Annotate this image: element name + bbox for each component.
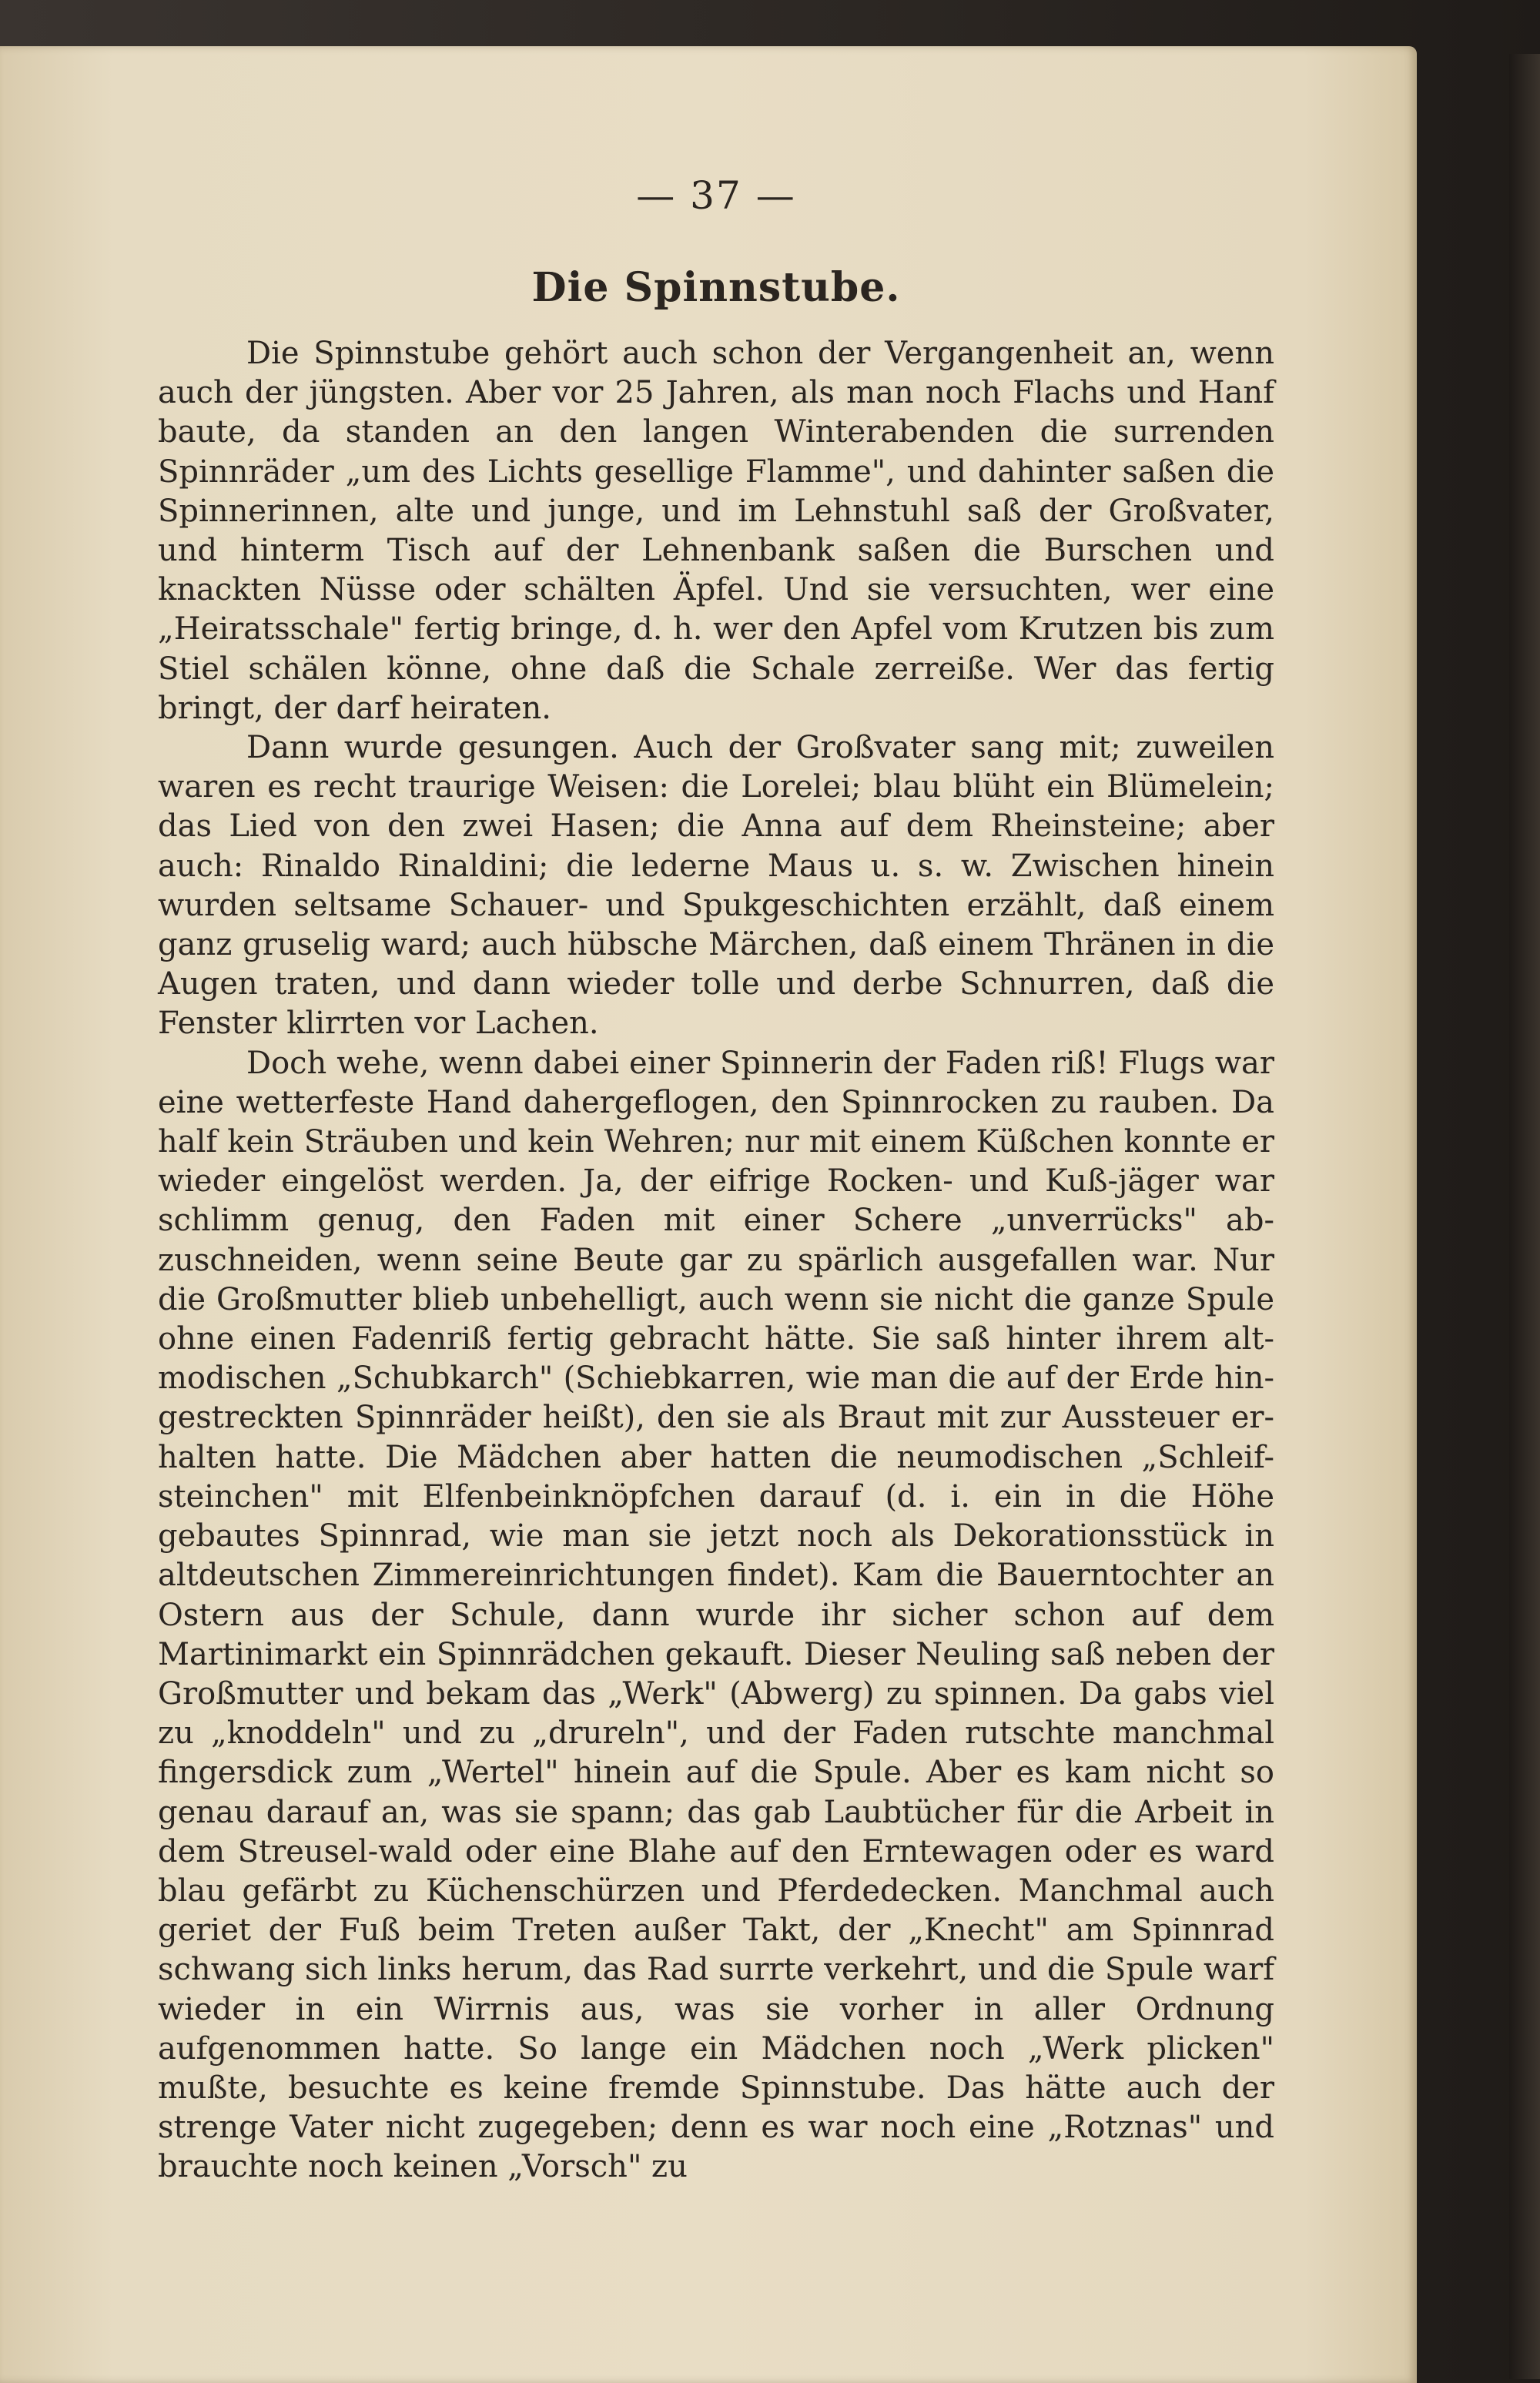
page-number: — 37 —	[636, 173, 796, 218]
page-edge	[1509, 54, 1540, 2379]
paragraph: Dann wurde gesungen. Auch der Großvater sang mit; zuweilen waren es recht traurige Weisen: die Lorelei; blau blüht ein Blümelein; das Lied von den zwei Hasen; die Anna auf dem Rheinsteine; aber auch: Rinaldo Rinaldini; die lederne Maus u. s. w. Zwischen hinein wurden seltsame Schauer- und Spukgeschichten erzählt, daß einem ganz gruselig ward; auch hübsche Märchen, daß einem Thränen in die Augen traten, und dann wieder tolle und derbe Schnurren, daß die Fenster klirrten vor Lachen.	[158, 730, 1274, 1042]
paragraph: Die Spinnstube gehört auch schon der Vergangenheit an, wenn auch der jüngsten. Aber vor 25 Jahren, als man noch Flachs und Hanf baute, da standen an den langen Winterabenden die surrenden Spinnräder „um des Lichts gesellige Flamme", und dahinter saßen die Spinnerinnen, alte und junge, und im Lehnstuhl saß der Großvater, und hinterm Tisch auf der Lehnenbank saßen die Burschen und knackten Nüsse oder schälten Äpfel. Und sie versuchten, wer eine „Heiratsschale" fertig bringe, d. h. wer den Apfel vom Krutzen bis zum Stiel schälen könne, ohne daß die Schale zerreiße. Wer das fertig bringt, der darf heiraten.	[158, 336, 1274, 726]
chapter-title: Die Spinnstube.	[531, 264, 901, 311]
page-content	[158, 173, 1274, 2187]
paragraph: Doch wehe, wenn dabei einer Spinnerin der Faden riß! Flugs war eine wetterfeste Hand dahergeflogen, den Spinnrocken zu rauben. Da half kein Sträuben und kein Wehren; nur mit einem Küßchen konnte er wieder eingelöst werden. Ja, der eifrige Rocken- und Kuß-jäger war schlimm genug, den Faden mit einer Schere „unverrücks" ab-zuschneiden, wenn seine Beute gar zu spärlich ausgefallen war. Nur die Großmutter blieb unbehelligt, auch wenn sie nicht die ganze Spule ohne einen Fadenriß fertig gebracht hätte. Sie saß hinter ihrem alt-modischen „Schubkarch" (Schiebkarren, wie man die auf der Erde hin-gestreckten Spinnräder heißt), den sie als Braut mit zur Aussteuer er-halten hatte. Die Mädchen aber hatten die neumodischen „Schleif-steinchen" mit Elfenbeinknöpfchen darauf (d. i. ein in die Höhe gebautes Spinnrad, wie man sie jetzt noch als Dekorationsstück in altdeutschen Zimmereinrichtungen findet). Kam die Bauerntochter an Ostern aus der Schule, dann wurde ihr sicher schon auf dem Martinimarkt ein Spinnrädchen gekauft. Dieser Neuling saß neben der Großmutter und bekam das „Werk" (Abwerg) zu spinnen. Da gabs viel zu „knoddeln" und zu „drureln", und der Faden rutschte manchmal fingersdick zum „Wertel" hinein auf die Spule. Aber es kam nicht so genau darauf an, was sie spann; das gab Laubtücher für die Arbeit in dem Streusel-wald oder eine Blahe auf den Erntewagen oder es ward blau gefärbt zu Küchenschürzen und Pferdedecken. Manchmal auch geriet der Fuß beim Treten außer Takt, der „Knecht" am Spinnrad schwang sich links herum, das Rad surrte verkehrt, und die Spule warf wieder in ein Wirrnis aus, was sie vorher in aller Ordnung aufgenommen hatte. So lange ein Mädchen noch „Werk plicken" mußte, besuchte es keine fremde Spinnstube. Das hätte auch der strenge Vater nicht zugegeben; denn es war noch eine „Rotznas" und brauchte noch keinen „Vorsch" zu	[158, 1045, 1274, 2185]
